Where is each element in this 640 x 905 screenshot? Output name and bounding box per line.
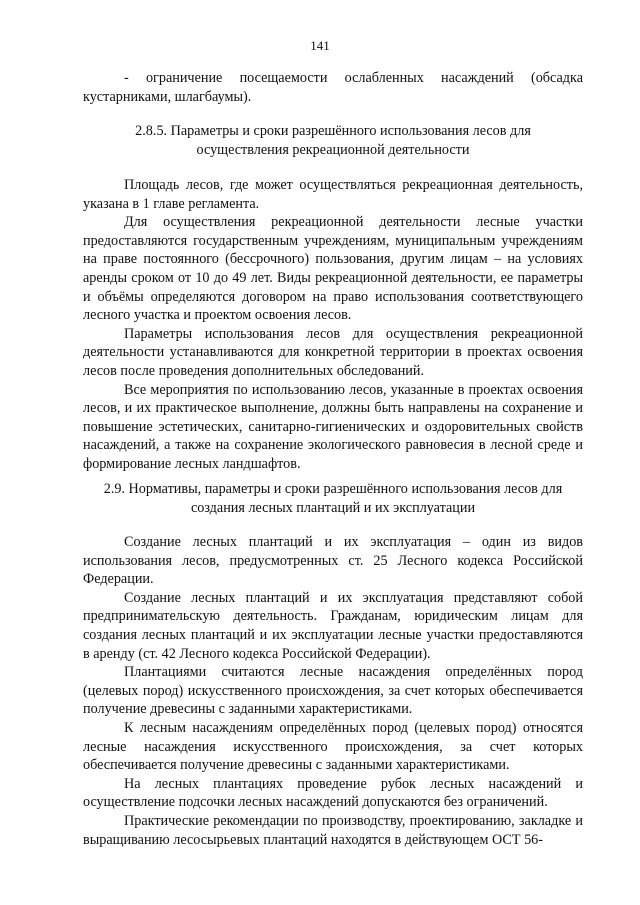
paragraph: Создание лесных плантаций и их эксплуатация представляют собой предпринимательскую деятельность. Гражданам, юридическим лицам для создания лесных плантаций и их эксплуатации лесные участки предоставляются в аренду (ст. 42 Лесного кодекса Российской Федерации). bbox=[83, 589, 583, 662]
heading-line: 2.8.5. Параметры и сроки разрешённого использования лесов для bbox=[135, 123, 531, 139]
section-2-8-5-body bbox=[83, 176, 583, 474]
intro-block bbox=[83, 69, 583, 106]
paragraph: К лесным насаждениям определённых пород (целевых пород) относятся лесные насаждения искусственного происхождения, за счет которых обеспечивается получение древесины с заданными характеристиками. bbox=[83, 719, 583, 774]
page-number: 141 bbox=[310, 38, 330, 53]
paragraph: Создание лесных плантаций и их эксплуатация – один из видов использования лесов, предусмотренных ст. 25 Лесного кодекса Российской Федерации. bbox=[83, 534, 583, 588]
section-2-8-5-heading bbox=[83, 122, 583, 159]
heading-line: создания лесных плантаций и их эксплуатации bbox=[190, 499, 476, 516]
intro-paragraph: - ограничение посещаемости ослабленных насаждений (обсадка кустарниками, шлагбаумы). bbox=[83, 70, 583, 105]
paragraph: Для осуществления рекреационной деятельности лесные участки предоставляются государственным учреждениям, муниципальным учреждениям на праве постоянного (бессрочного) пользования, другим лицам – на условиях аренды сроком от 10 до 49 лет. Виды рекреационной деятельности, ее параметры и объёмы определяются договором на право использования соответствующего лесного участка и проектом освоения лесов. bbox=[83, 214, 583, 324]
heading-line: осуществления рекреационной деятельности bbox=[196, 141, 470, 158]
paragraph: Параметры использования лесов для осуществления рекреационной деятельности устанавливаются для конкретной территории в проектах освоения лесов после проведения дополнительных обследований. bbox=[83, 325, 583, 379]
section-2-9-body bbox=[83, 533, 583, 849]
paragraph: Практические рекомендации по производству, проектированию, закладке и выращиванию лесосырьевых плантаций находятся в действующем ОСТ 56- bbox=[83, 812, 583, 848]
section-2-9-heading bbox=[83, 480, 583, 517]
paragraph: Все мероприятия по использованию лесов, указанные в проектах освоения лесов, и их практическое выполнение, должны быть направлены на сохранение и повышение эстетических, санитарно-гигиенических и оздоровительных свойств насаждений, а также на сохранение экологического равновесия в лесной среде и формирование лесных ландшафтов. bbox=[83, 381, 583, 472]
paragraph: Плантациями считаются лесные насаждения определённых пород (целевых пород) искусственного происхождения, за счет которых обеспечивается получение древесины с заданными характеристиками. bbox=[83, 664, 583, 718]
heading-line: 2.9. Нормативы, параметры и сроки разрешённого использования лесов для bbox=[103, 481, 563, 497]
paragraph: На лесных плантациях проведение рубок лесных насаждений и осуществление подсочки лесных насаждений допускаются без ограничений. bbox=[83, 775, 583, 811]
paragraph: Площадь лесов, где может осуществляться рекреационная деятельность, указана в 1 главе регламента. bbox=[83, 177, 583, 212]
